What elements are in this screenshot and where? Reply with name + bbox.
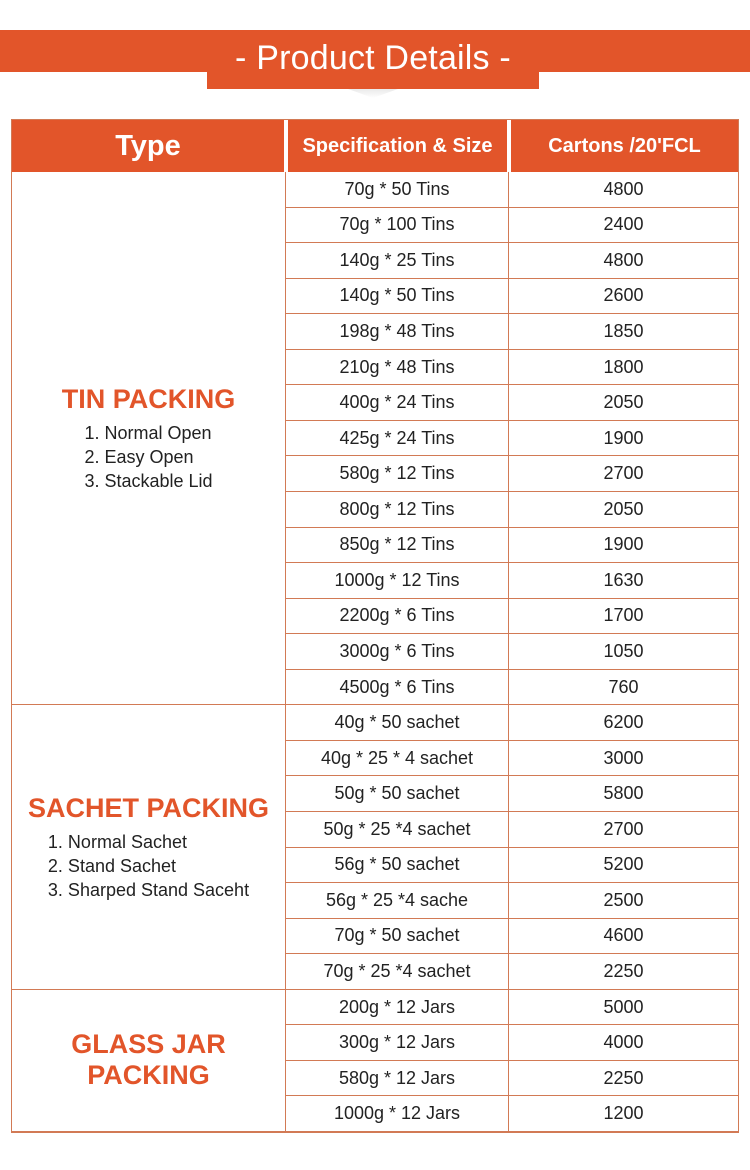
cartons-cell: 1900 [603, 427, 644, 448]
cartons-cell: 1850 [603, 320, 644, 341]
cartons-cell: 5200 [603, 854, 644, 875]
header-specification: Specification & Size [288, 120, 509, 172]
table-row [286, 883, 738, 919]
cartons-cell: 2600 [603, 285, 644, 306]
header-cartons: Cartons /20'FCL [511, 120, 738, 172]
table-row [286, 954, 738, 990]
cartons-cell: 4600 [603, 925, 644, 946]
cartons-cell: 1200 [603, 1103, 644, 1124]
table-row [286, 776, 738, 812]
feature-item: 1. Normal Sachet [47, 831, 187, 852]
table-row [286, 599, 738, 635]
table-row [286, 705, 738, 741]
feature-item: 3. Sharped Stand Saceht [47, 879, 250, 900]
table-row [286, 812, 738, 848]
cartons-cell: 760 [608, 676, 639, 697]
spec-cell: 1000g * 12 Jars [286, 1096, 509, 1131]
spec-cell: 3000g * 6 Tins [286, 634, 509, 669]
feature-item: 2. Stand Sachet [47, 855, 177, 876]
table-row [286, 741, 738, 777]
cartons-cell: 1630 [603, 569, 644, 590]
spec-cell: 70g * 100 Tins [286, 208, 509, 243]
cartons-cell: 2050 [603, 498, 644, 519]
table-row [286, 1096, 738, 1132]
table-row [286, 243, 738, 279]
spec-cell: 210g * 48 Tins [286, 350, 509, 385]
feature-item: 2. Easy Open [84, 446, 194, 467]
table-row [286, 919, 738, 955]
spec-cell: 140g * 25 Tins [286, 243, 509, 278]
cartons-cell: 5000 [603, 996, 644, 1017]
spec-cell: 300g * 12 Jars [286, 1025, 509, 1060]
cartons-cell: 2250 [603, 960, 644, 981]
cartons-cell: 2250 [603, 1067, 644, 1088]
cartons-cell: 4800 [603, 178, 644, 199]
cartons-cell: 1050 [603, 640, 644, 661]
cartons-cell: 2500 [603, 889, 644, 910]
packing-group [12, 705, 286, 989]
cartons-cell: 2400 [603, 214, 644, 235]
cartons-cell: 1900 [603, 534, 644, 555]
table-row [286, 279, 738, 315]
cartons-cell: 3000 [603, 747, 644, 768]
spec-cell: 425g * 24 Tins [286, 421, 509, 456]
spec-cell: 200g * 12 Jars [286, 990, 509, 1025]
spec-cell: 850g * 12 Tins [286, 528, 509, 563]
table-row [286, 634, 738, 670]
cartons-cell: 2050 [603, 392, 644, 413]
table-row [286, 385, 738, 421]
spec-cell: 1000g * 12 Tins [286, 563, 509, 598]
feature-item: 3. Stackable Lid [84, 470, 213, 491]
cartons-cell: 1800 [603, 356, 644, 377]
spec-cell: 198g * 48 Tins [286, 314, 509, 349]
table-row [286, 314, 738, 350]
feature-list [84, 421, 212, 493]
spec-cell: 56g * 50 sachet [286, 848, 509, 883]
packing-group [12, 172, 286, 705]
packing-group-title: TIN PACKING [61, 383, 236, 414]
spec-cell: 580g * 12 Jars [286, 1061, 509, 1096]
table-row [286, 350, 738, 386]
spec-cell: 800g * 12 Tins [286, 492, 509, 527]
table-row [286, 848, 738, 884]
table-row [286, 990, 738, 1026]
cartons-cell: 4000 [603, 1032, 644, 1053]
table-row [286, 421, 738, 457]
table-row [286, 456, 738, 492]
spec-cell: 50g * 50 sachet [286, 776, 509, 811]
spec-cell: 4500g * 6 Tins [286, 670, 509, 705]
spec-cell: 140g * 50 Tins [286, 279, 509, 314]
table-row [286, 208, 738, 244]
spec-cell: 40g * 50 sachet [286, 705, 509, 740]
spec-cell: 56g * 25 *4 sache [286, 883, 509, 918]
cartons-cell: 4800 [603, 249, 644, 270]
table-row [286, 528, 738, 564]
feature-list [48, 830, 249, 902]
spec-cell: 70g * 50 sachet [286, 919, 509, 954]
table-row [286, 172, 738, 208]
feature-item: 1. Normal Open [84, 422, 212, 443]
spec-cell: 580g * 12 Tins [286, 456, 509, 491]
spec-cell: 400g * 24 Tins [286, 385, 509, 420]
packing-group-title: SACHET PACKING [27, 792, 269, 823]
spec-cell: 2200g * 6 Tins [286, 599, 509, 634]
header-type: Type [12, 120, 286, 172]
table-row [286, 1061, 738, 1097]
product-details-table [11, 119, 739, 1133]
spec-cell: 40g * 25 * 4 sachet [286, 741, 509, 776]
spec-cell: 70g * 25 *4 sachet [286, 954, 509, 989]
cartons-cell: 6200 [603, 712, 644, 733]
table-row [286, 563, 738, 599]
table-row [286, 670, 738, 706]
cartons-cell: 2700 [603, 463, 644, 484]
packing-group [12, 990, 286, 1132]
cartons-cell: 5800 [603, 783, 644, 804]
table-row [286, 1025, 738, 1061]
page-title: - Product Details - [235, 38, 511, 77]
spec-cell: 50g * 25 *4 sachet [286, 812, 509, 847]
spec-cell: 70g * 50 Tins [286, 172, 509, 207]
cartons-cell: 1700 [603, 605, 644, 626]
cartons-cell: 2700 [603, 818, 644, 839]
packing-group-title: GLASS JAR PACKING [71, 1029, 226, 1091]
table-row [286, 492, 738, 528]
